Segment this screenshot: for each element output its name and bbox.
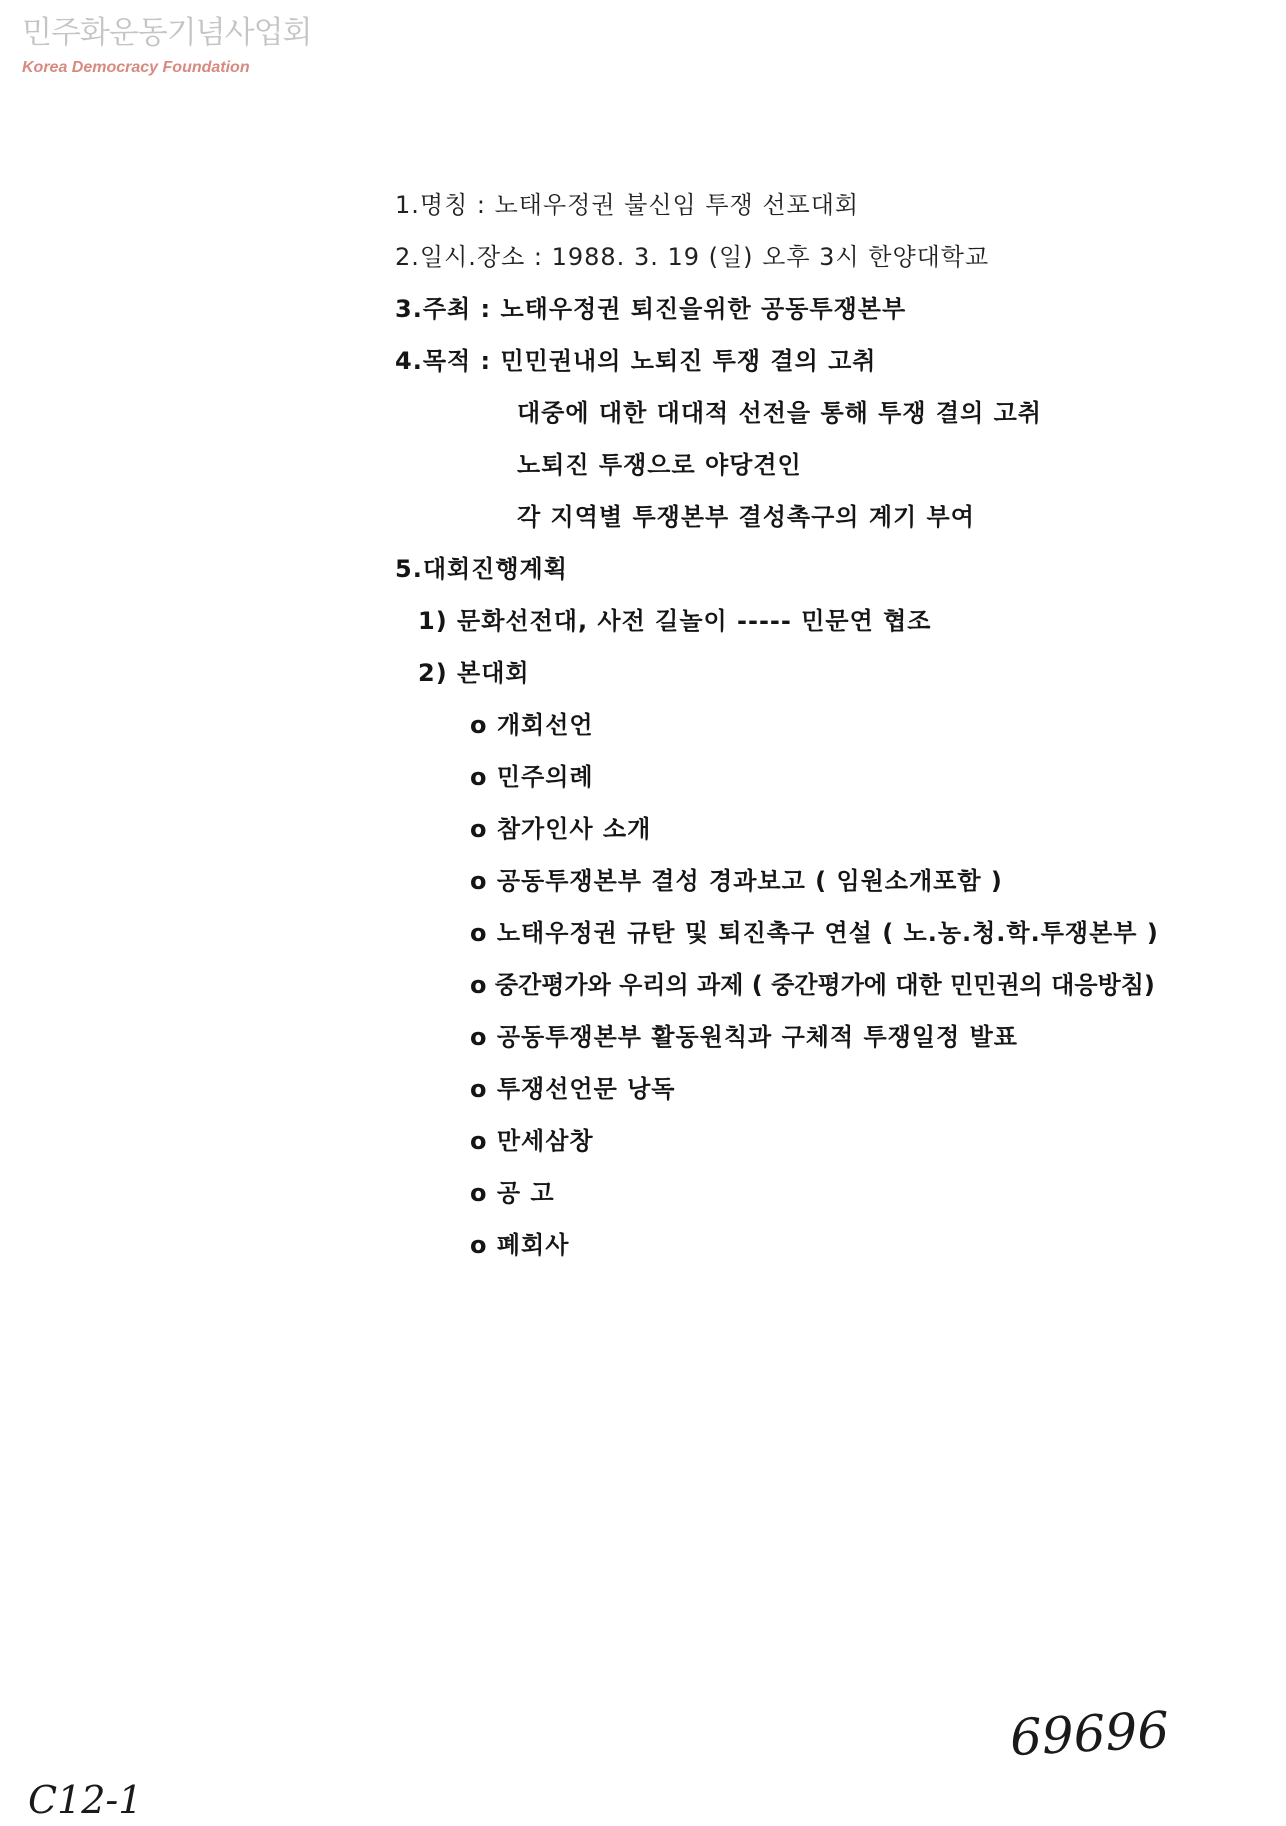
- doc-line-program-heading: 5.대회진행계획: [395, 555, 568, 583]
- handwritten-archive-code: C12-1: [28, 1778, 143, 1822]
- doc-line-purpose-1: 4.목적 : 민민권내의 노퇴진 투쟁 결의 고취: [395, 347, 877, 375]
- doc-line-agenda-item: o 노태우정권 규탄 및 퇴진촉구 연설 ( 노.농.청.학.투쟁본부 ): [470, 919, 1159, 947]
- doc-line-agenda-item: o 공 고: [470, 1179, 555, 1207]
- doc-line-agenda-item: o 참가인사 소개: [470, 815, 652, 843]
- doc-line-agenda-item: o 만세삼창: [470, 1127, 594, 1155]
- doc-line-agenda-item: o 공동투쟁본부 활동원칙과 구체적 투쟁일정 발표: [470, 1023, 1018, 1051]
- doc-line-purpose-3: 노퇴진 투쟁으로 야당견인: [517, 451, 802, 479]
- watermark-korean-text: 민주화운동기념사업회: [22, 15, 312, 51]
- doc-line-program-item-1: 1) 문화선전대, 사전 길놀이 ----- 민문연 협조: [418, 607, 932, 635]
- doc-line-purpose-2: 대중에 대한 대대적 선전을 통해 투쟁 결의 고취: [517, 399, 1042, 427]
- handwritten-page-number: 69696: [1008, 1700, 1171, 1768]
- foundation-watermark: [22, 15, 312, 77]
- doc-line-agenda-item: o 공동투쟁본부 결성 경과보고 ( 임원소개포함 ): [470, 867, 1003, 895]
- doc-line-datetime-place: 2.일시.장소 : 1988. 3. 19 (일) 오후 3시 한양대학교: [395, 243, 990, 271]
- doc-line-agenda-item: o 투쟁선언문 낭독: [470, 1075, 676, 1103]
- doc-line-purpose-4: 각 지역별 투쟁본부 결성촉구의 계기 부여: [517, 503, 975, 531]
- doc-line-agenda-item: o 민주의례: [470, 763, 594, 791]
- doc-line-agenda-item: o 개회선언: [470, 711, 594, 739]
- doc-line-agenda-item: o 중간평가와 우리의 과제 ( 중간평가에 대한 민민권의 대응방침): [470, 971, 1155, 999]
- watermark-english-text: Korea Democracy Foundation: [22, 59, 250, 76]
- doc-line-host: 3.주최 : 노태우정권 퇴진을위한 공동투쟁본부: [395, 295, 907, 323]
- doc-line-agenda-item: o 폐회사: [470, 1231, 570, 1259]
- doc-line-program-item-2: 2) 본대회: [418, 659, 530, 687]
- doc-line-title: 1.명칭 : 노태우정권 불신임 투쟁 선포대회: [395, 191, 860, 219]
